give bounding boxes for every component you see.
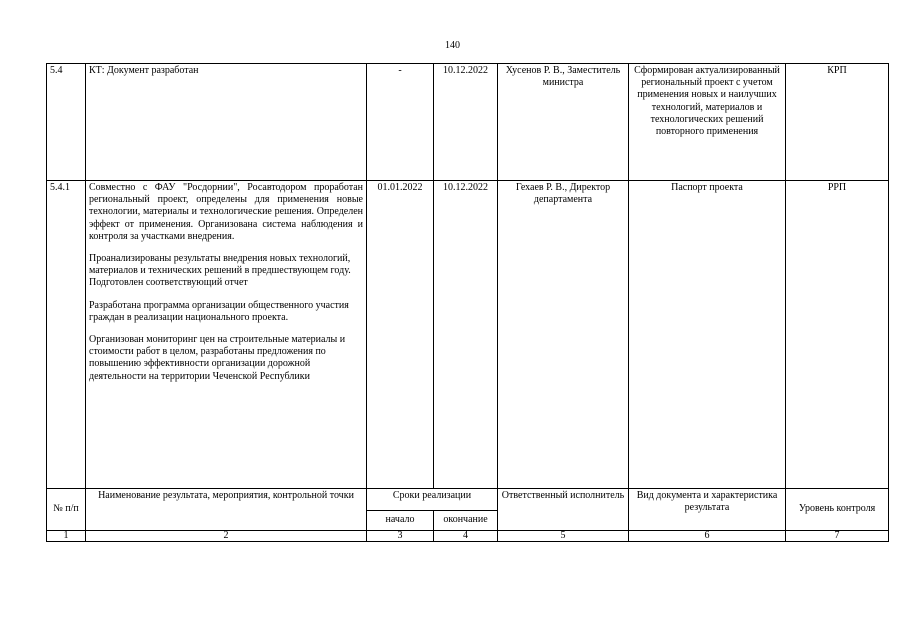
- start-date: 01.01.2022: [367, 181, 434, 489]
- header-document: Вид документа и характеристика результата: [629, 489, 786, 531]
- header-end: окончание: [434, 511, 498, 531]
- row-number: 5.4.1: [47, 181, 86, 489]
- end-date: 10.12.2022: [434, 181, 498, 489]
- end-date: 10.12.2022: [434, 64, 498, 181]
- header-control: Уровень контроля: [786, 489, 889, 531]
- result-name: [86, 181, 367, 489]
- responsible-person: Гехаев Р. В., Директор департамента: [498, 181, 629, 489]
- header-start: начало: [367, 511, 434, 531]
- column-number: 4: [434, 531, 498, 542]
- table-row: [47, 64, 889, 181]
- result-name-paragraph: Совместно с ФАУ "Росдорнии", Росавтодором проработан региональный проект, определены для применения новые технологии, материалы и технологические решения. Определен эффект от применения. Организована система наблюдения и контроля за участками внедрения.: [89, 182, 363, 242]
- column-number: 5: [498, 531, 629, 542]
- start-date: -: [367, 64, 434, 181]
- responsible-person: Хусенов Р. В., Заместитель министра: [498, 64, 629, 181]
- result-name-paragraph: Разработана программа организации общественного участия граждан в реализации национального проекта.: [89, 299, 349, 323]
- column-number-row: [47, 531, 889, 542]
- table-row: [47, 181, 889, 489]
- column-number: 3: [367, 531, 434, 542]
- header-deadlines: Сроки реализации: [367, 489, 498, 511]
- control-level: КРП: [786, 64, 889, 181]
- result-name-paragraph: Проанализированы результаты внедрения новых технологий, материалов и технических решений в предшествующем году. Подготовлен соответствующий отчет: [89, 253, 351, 289]
- header-name: Наименование результата, мероприятия, контрольной точки: [86, 489, 367, 531]
- header-responsible: Ответственный исполнитель: [498, 489, 629, 531]
- result-name-paragraph: КТ: Документ разработан: [89, 65, 199, 76]
- result-name-paragraph: Организован мониторинг цен на строительные материалы и стоимости работ в целом, разработаны предложения по повышению эффективности организации дорожной деятельности на территории Чеченской Республики: [89, 334, 346, 382]
- column-number: 7: [786, 531, 889, 542]
- row-number: 5.4: [47, 64, 86, 181]
- column-number: 2: [86, 531, 367, 542]
- control-level: РРП: [786, 181, 889, 489]
- page-number: 140: [445, 40, 460, 51]
- header-row: [47, 489, 889, 511]
- column-number: 6: [629, 531, 786, 542]
- results-table: [46, 63, 889, 542]
- column-number: 1: [47, 531, 86, 542]
- header-num: № п/п: [47, 489, 86, 531]
- document-description: Паспорт проекта: [629, 181, 786, 489]
- result-name: [86, 64, 367, 181]
- document-description: Сформирован актуализированный региональный проект с учетом применения новых и наилучших технологий, материалов и технологических решений повторного применения: [629, 64, 786, 181]
